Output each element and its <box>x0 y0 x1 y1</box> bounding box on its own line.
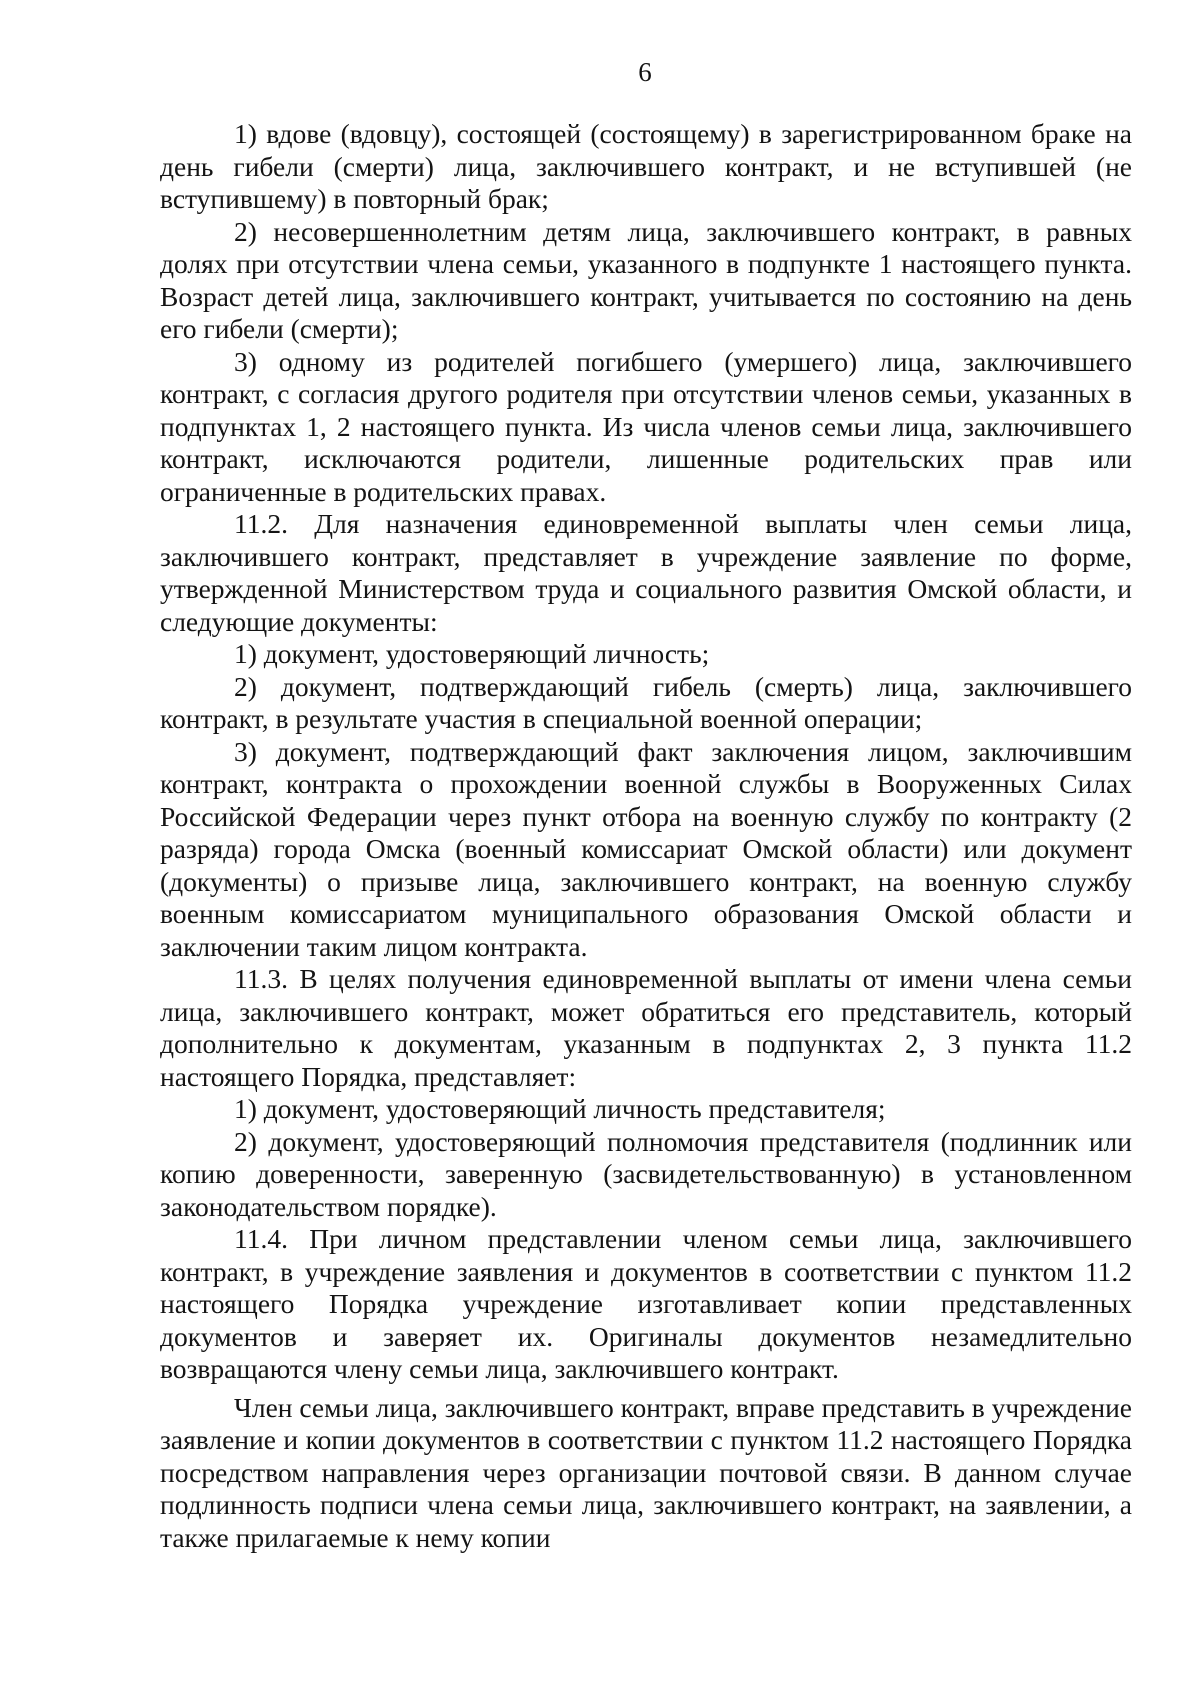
paragraph-11-2-item-2: 2) документ, подтверждающий гибель (смерть) лица, заключившего контракт, в результате участия в специальной военной операции; <box>160 670 1132 734</box>
page-number: 6 <box>638 57 652 87</box>
paragraph-11-3: 11.3. В целях получения единовременной выплаты от имени члена семьи лица, заключившего контракт, может обратиться его представитель, который дополнительно к документам, указанным в подпунктах 2, 3 пункта 11.2 настоящего Порядка, представляет: <box>160 963 1132 1092</box>
paragraph-postal-submission: Член семьи лица, заключившего контракт, вправе представить в учреждение заявление и копии документов в соответствии с пунктом 11.2 настоящего Порядка посредством направления через организации почтовой связи. В данном случае подлинность подписи члена семьи лица, заключившего контракт, на заявлении, а также прилагаемые к нему копии <box>160 1391 1133 1553</box>
paragraph-widow: 1) вдове (вдовцу), состоящей (состоящему) в зарегистрированном браке на день гибели (смерти) лица, заключившего контракт, и не вступившей (не вступившему) в повторный брак; <box>160 118 1132 214</box>
paragraph-parent: 3) одному из родителей погибшего (умершего) лица, заключившего контракт, с согласия другого родителя при отсутствии членов семьи, указанных в подпунктах 1, 2 настоящего пункта. Из числа членов семьи лица, заключившего контракт, исключаются родители, лишенные родительских прав или ограниченные в родительских правах. <box>160 345 1132 507</box>
paragraph-11-2: 11.2. Для назначения единовременной выплаты член семьи лица, заключившего контракт, представляет в учреждение заявление по форме, утвержденной Министерством труда и социального развития Омской области, и следующие документы: <box>160 508 1132 637</box>
document-body <box>160 118 1132 1554</box>
paragraph-11-2-item-3: 3) документ, подтверждающий факт заключения лицом, заключившим контракт, контракта о прохождении военной службы в Вооруженных Силах Российской Федерации через пункт отбора на военную службу по контракту (2 разряда) города Омска (военный комиссариат Омской области) или документ (документы) о призыве лица, заключившего контракт, на военную службу военным комиссариатом муниципального образования Омской области и заключении таким лицом контракта. <box>160 735 1132 962</box>
paragraph-11-2-item-1: 1) документ, удостоверяющий личность; <box>234 638 710 669</box>
paragraph-11-4: 11.4. При личном представлении членом семьи лица, заключившего контракт, в учреждение заявления и документов в соответствии с пунктом 11.2 настоящего Порядка учреждение изготавливает копии представленных документов и заверяет их. Оригиналы документов незамедлительно возвращаются члену семьи лица, заключившего контракт. <box>160 1223 1132 1384</box>
paragraph-children: 2) несовершеннолетним детям лица, заключившего контракт, в равных долях при отсутствии члена семьи, указанного в подпункте 1 настоящего пункта. Возраст детей лица, заключившего контракт, учитывается по состоянию на день его гибели (смерти); <box>160 215 1132 344</box>
paragraph-11-3-item-1: 1) документ, удостоверяющий личность представителя; <box>234 1093 886 1124</box>
paragraph-11-3-item-2: 2) документ, удостоверяющий полномочия представителя (подлинник или копию доверенности, заверенную (засвидетельствованную) в установленном законодательством порядке). <box>160 1125 1132 1222</box>
